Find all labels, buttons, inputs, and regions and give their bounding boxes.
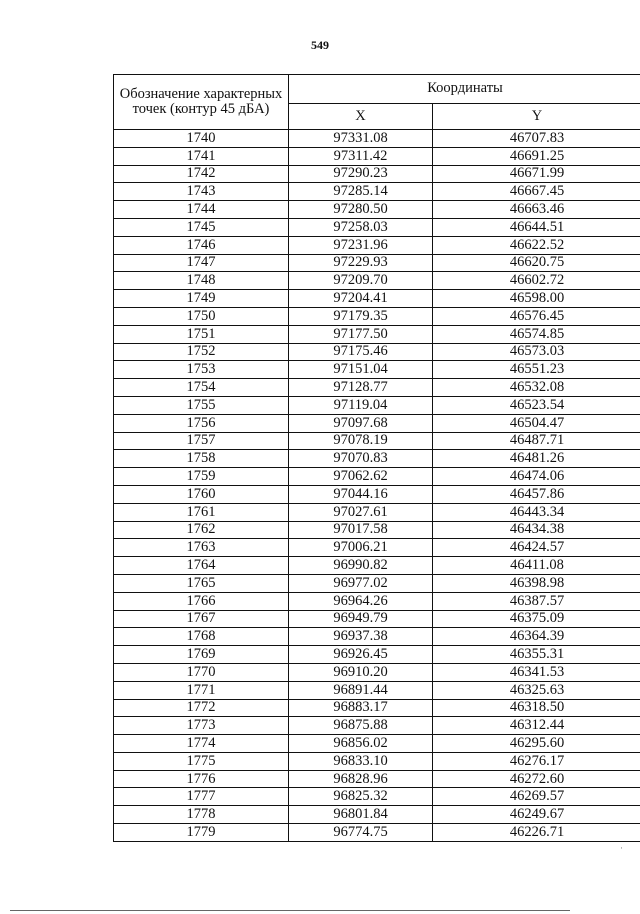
table-row [114,752,640,770]
y-cell: 46622.52 [433,236,640,254]
x-cell: 97311.42 [289,147,433,165]
table-row [114,361,640,379]
x-cell: 97204.41 [289,290,433,308]
table-row [114,521,640,539]
x-cell: 96977.02 [289,574,433,592]
point-cell: 1754 [114,379,289,397]
table-row [114,806,640,824]
table-row [114,699,640,717]
point-cell: 1772 [114,699,289,717]
point-cell: 1743 [114,183,289,201]
y-cell: 46523.54 [433,396,640,414]
table-row [114,414,640,432]
header-x: X [289,103,433,129]
x-cell: 96937.38 [289,628,433,646]
table-row [114,610,640,628]
x-cell: 96856.02 [289,735,433,753]
y-cell: 46487.71 [433,432,640,450]
point-cell: 1757 [114,432,289,450]
table-row [114,290,640,308]
x-cell: 97062.62 [289,468,433,486]
table-row [114,165,640,183]
y-cell: 46602.72 [433,272,640,290]
header-y: Y [433,103,640,129]
x-cell: 97290.23 [289,165,433,183]
x-cell: 97017.58 [289,521,433,539]
x-cell: 96833.10 [289,752,433,770]
x-cell: 97097.68 [289,414,433,432]
x-cell: 96875.88 [289,717,433,735]
point-cell: 1779 [114,824,289,842]
table-row [114,147,640,165]
y-cell: 46707.83 [433,130,640,148]
x-cell: 97229.93 [289,254,433,272]
table-row [114,788,640,806]
point-cell: 1769 [114,646,289,664]
y-cell: 46276.17 [433,752,640,770]
x-cell: 97128.77 [289,379,433,397]
x-cell: 97285.14 [289,183,433,201]
y-cell: 46667.45 [433,183,640,201]
point-cell: 1746 [114,236,289,254]
point-cell: 1776 [114,770,289,788]
y-cell: 46574.85 [433,325,640,343]
table-row [114,717,640,735]
x-cell: 97177.50 [289,325,433,343]
scan-mark: · [620,843,623,853]
point-cell: 1763 [114,539,289,557]
header-coordinates: Координаты [289,75,640,104]
y-cell: 46504.47 [433,414,640,432]
table-row [114,770,640,788]
table-row [114,574,640,592]
point-cell: 1750 [114,307,289,325]
x-cell: 97044.16 [289,485,433,503]
point-cell: 1774 [114,735,289,753]
x-cell: 96891.44 [289,681,433,699]
y-cell: 46573.03 [433,343,640,361]
point-cell: 1751 [114,325,289,343]
table-row [114,485,640,503]
y-cell: 46272.60 [433,770,640,788]
table-row [114,307,640,325]
table-row [114,539,640,557]
table-row [114,592,640,610]
y-cell: 46318.50 [433,699,640,717]
x-cell: 97027.61 [289,503,433,521]
point-cell: 1762 [114,521,289,539]
x-cell: 96883.17 [289,699,433,717]
point-cell: 1742 [114,165,289,183]
point-cell: 1768 [114,628,289,646]
y-cell: 46398.98 [433,574,640,592]
y-cell: 46424.57 [433,539,640,557]
table-row [114,646,640,664]
y-cell: 46434.38 [433,521,640,539]
y-cell: 46474.06 [433,468,640,486]
point-cell: 1745 [114,218,289,236]
x-cell: 96990.82 [289,557,433,575]
point-cell: 1747 [114,254,289,272]
x-cell: 97006.21 [289,539,433,557]
x-cell: 96926.45 [289,646,433,664]
point-cell: 1777 [114,788,289,806]
y-cell: 46269.57 [433,788,640,806]
point-cell: 1761 [114,503,289,521]
point-cell: 1756 [114,414,289,432]
y-cell: 46355.31 [433,646,640,664]
table-row [114,272,640,290]
table-row [114,824,640,842]
point-cell: 1752 [114,343,289,361]
y-cell: 46691.25 [433,147,640,165]
y-cell: 46387.57 [433,592,640,610]
point-cell: 1765 [114,574,289,592]
y-cell: 46551.23 [433,361,640,379]
table-row [114,628,640,646]
x-cell: 97231.96 [289,236,433,254]
point-cell: 1771 [114,681,289,699]
table-row [114,663,640,681]
point-cell: 1741 [114,147,289,165]
x-cell: 97151.04 [289,361,433,379]
table-row [114,468,640,486]
y-cell: 46295.60 [433,735,640,753]
table-body [114,130,640,842]
table-row [114,218,640,236]
point-cell: 1744 [114,201,289,219]
x-cell: 97078.19 [289,432,433,450]
point-cell: 1778 [114,806,289,824]
y-cell: 46457.86 [433,485,640,503]
point-cell: 1755 [114,396,289,414]
page-number: 549 [311,38,329,52]
table-row [114,343,640,361]
point-cell: 1758 [114,450,289,468]
table-row [114,735,640,753]
y-cell: 46443.34 [433,503,640,521]
x-cell: 97331.08 [289,130,433,148]
y-cell: 46576.45 [433,307,640,325]
table-row [114,254,640,272]
y-cell: 46312.44 [433,717,640,735]
table-row [114,503,640,521]
point-cell: 1749 [114,290,289,308]
point-cell: 1759 [114,468,289,486]
y-cell: 46341.53 [433,663,640,681]
x-cell: 96828.96 [289,770,433,788]
coordinates-table [113,74,640,842]
table-row [114,396,640,414]
table-row [114,183,640,201]
x-cell: 96801.84 [289,806,433,824]
y-cell: 46663.46 [433,201,640,219]
y-cell: 46364.39 [433,628,640,646]
y-cell: 46411.08 [433,557,640,575]
x-cell: 97175.46 [289,343,433,361]
x-cell: 97179.35 [289,307,433,325]
y-cell: 46671.99 [433,165,640,183]
table-row [114,450,640,468]
table-row [114,557,640,575]
x-cell: 97119.04 [289,396,433,414]
table-row [114,236,640,254]
table-row [114,432,640,450]
point-cell: 1760 [114,485,289,503]
point-cell: 1770 [114,663,289,681]
point-cell: 1740 [114,130,289,148]
x-cell: 96964.26 [289,592,433,610]
point-cell: 1748 [114,272,289,290]
table-row [114,681,640,699]
table-row [114,325,640,343]
table-row [114,130,640,148]
x-cell: 97258.03 [289,218,433,236]
table-row [114,379,640,397]
y-cell: 46644.51 [433,218,640,236]
y-cell: 46325.63 [433,681,640,699]
x-cell: 97070.83 [289,450,433,468]
point-cell: 1773 [114,717,289,735]
table-row [114,201,640,219]
x-cell: 96825.32 [289,788,433,806]
x-cell: 97280.50 [289,201,433,219]
point-cell: 1753 [114,361,289,379]
point-cell: 1775 [114,752,289,770]
point-cell: 1764 [114,557,289,575]
x-cell: 96949.79 [289,610,433,628]
y-cell: 46226.71 [433,824,640,842]
point-cell: 1766 [114,592,289,610]
page-bottom-edge [10,910,570,911]
y-cell: 46532.08 [433,379,640,397]
x-cell: 96774.75 [289,824,433,842]
y-cell: 46249.67 [433,806,640,824]
header-point-designation: Обозначение характерных точек (контур 45 дБА) [114,75,289,130]
y-cell: 46620.75 [433,254,640,272]
y-cell: 46598.00 [433,290,640,308]
y-cell: 46481.26 [433,450,640,468]
y-cell: 46375.09 [433,610,640,628]
x-cell: 97209.70 [289,272,433,290]
x-cell: 96910.20 [289,663,433,681]
point-cell: 1767 [114,610,289,628]
